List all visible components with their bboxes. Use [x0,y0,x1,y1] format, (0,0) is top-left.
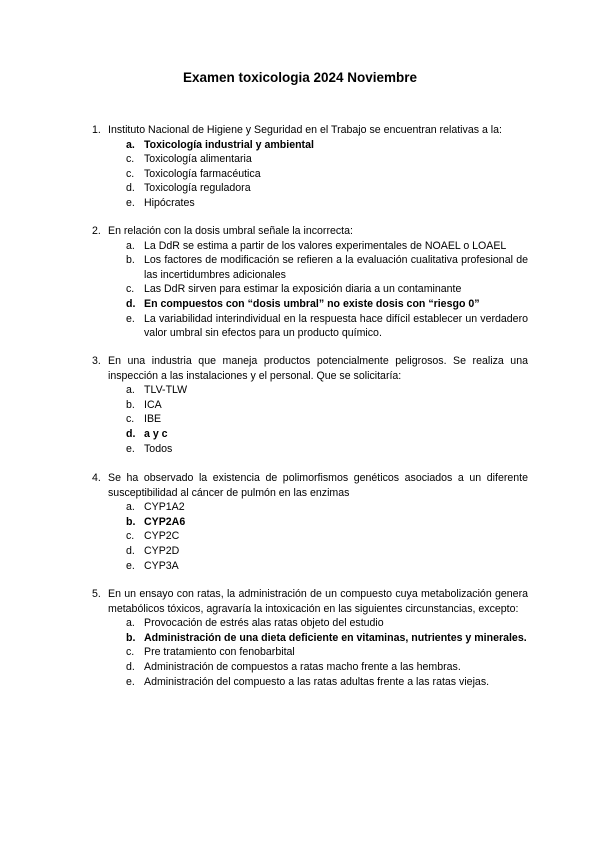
option-b: b. Los factores de modificación se refieren a la evaluación cualitativa profesional de las incertidumbres adicionales [126,254,528,281]
question-stem: En un ensayo con ratas, la administración de un compuesto cuya metabolización genera metabólicos tóxicos, agravaría la intoxicación en las siguientes circunstancias, excepto: [108,588,528,615]
option-e: e. Administración del compuesto a las ratas adultas frente a las ratas viejas. [126,675,490,688]
question-number: 2. [92,225,101,237]
option-b: b. Administración de una dieta deficiente en vitaminas, nutrientes y minerales. [126,631,527,644]
option-a: a. La DdR se estima a partir de los valores experimentales de NOAEL o LOAEL [126,239,507,252]
question-stem: Se ha observado la existencia de polimorfismos genéticos asociados a un diferente susceptibilidad al cáncer de pulmón en las enzimas [108,472,528,499]
question-5 [92,587,528,689]
option-e: e. La variabilidad interindividual en la respuesta hace difícil establecer un verdadero valor umbral sin efectos para un producto químico. [126,312,528,340]
option-a: a. TLV-TLW [126,384,188,397]
option-c: c. Toxicología farmacéutica [126,167,261,180]
option-b: b. ICA [126,398,162,411]
page-title: Examen toxicologia 2024 Noviembre [182,70,418,85]
question-2 [92,224,528,341]
option-e: e. Hipócrates [126,196,195,209]
question-number: 1. [92,124,101,136]
option-d: d. CYP2D [126,544,180,557]
question-stem: En relación con la dosis umbral señale la incorrecta: [108,225,353,237]
option-c: c. CYP2C [126,530,180,543]
question-number: 4. [92,472,101,484]
question-3 [92,354,528,456]
option-a: a. Provocación de estrés alas ratas objeto del estudio [126,617,384,630]
option-d: d. a y c [126,427,168,440]
question-number: 3. [92,355,101,367]
option-a: a. Toxicología industrial y ambiental [126,138,314,151]
question-stem: Instituto Nacional de Higiene y Seguridad en el Trabajo se encuentran relativas a la: [108,124,502,136]
question-1 [92,123,528,211]
option-e: e. CYP3A [126,559,179,572]
option-d: d. Administración de compuestos a ratas macho frente a las hembras. [126,660,461,673]
question-stem: En una industria que maneja productos potencialmente peligrosos. Se realiza una inspección a las instalaciones y el personal. Que se solicitaría: [108,355,528,382]
option-e: e. Todos [126,442,173,455]
option-b: c. Toxicología alimentaria [126,153,252,166]
option-c: c. Las DdR sirven para estimar la exposición diaria a un contaminante [126,283,462,296]
option-d: d. Toxicología reguladora [126,182,251,195]
option-c: c. Pre tratamiento con fenobarbital [126,646,295,659]
option-c: c. IBE [126,413,162,426]
question-number: 5. [92,588,101,600]
option-d: d. En compuestos con “dosis umbral” no existe dosis con “riesgo 0” [126,297,480,310]
question-4 [92,471,528,573]
option-a: a. CYP1A2 [126,501,185,514]
option-b: b. CYP2A6 [126,515,186,528]
